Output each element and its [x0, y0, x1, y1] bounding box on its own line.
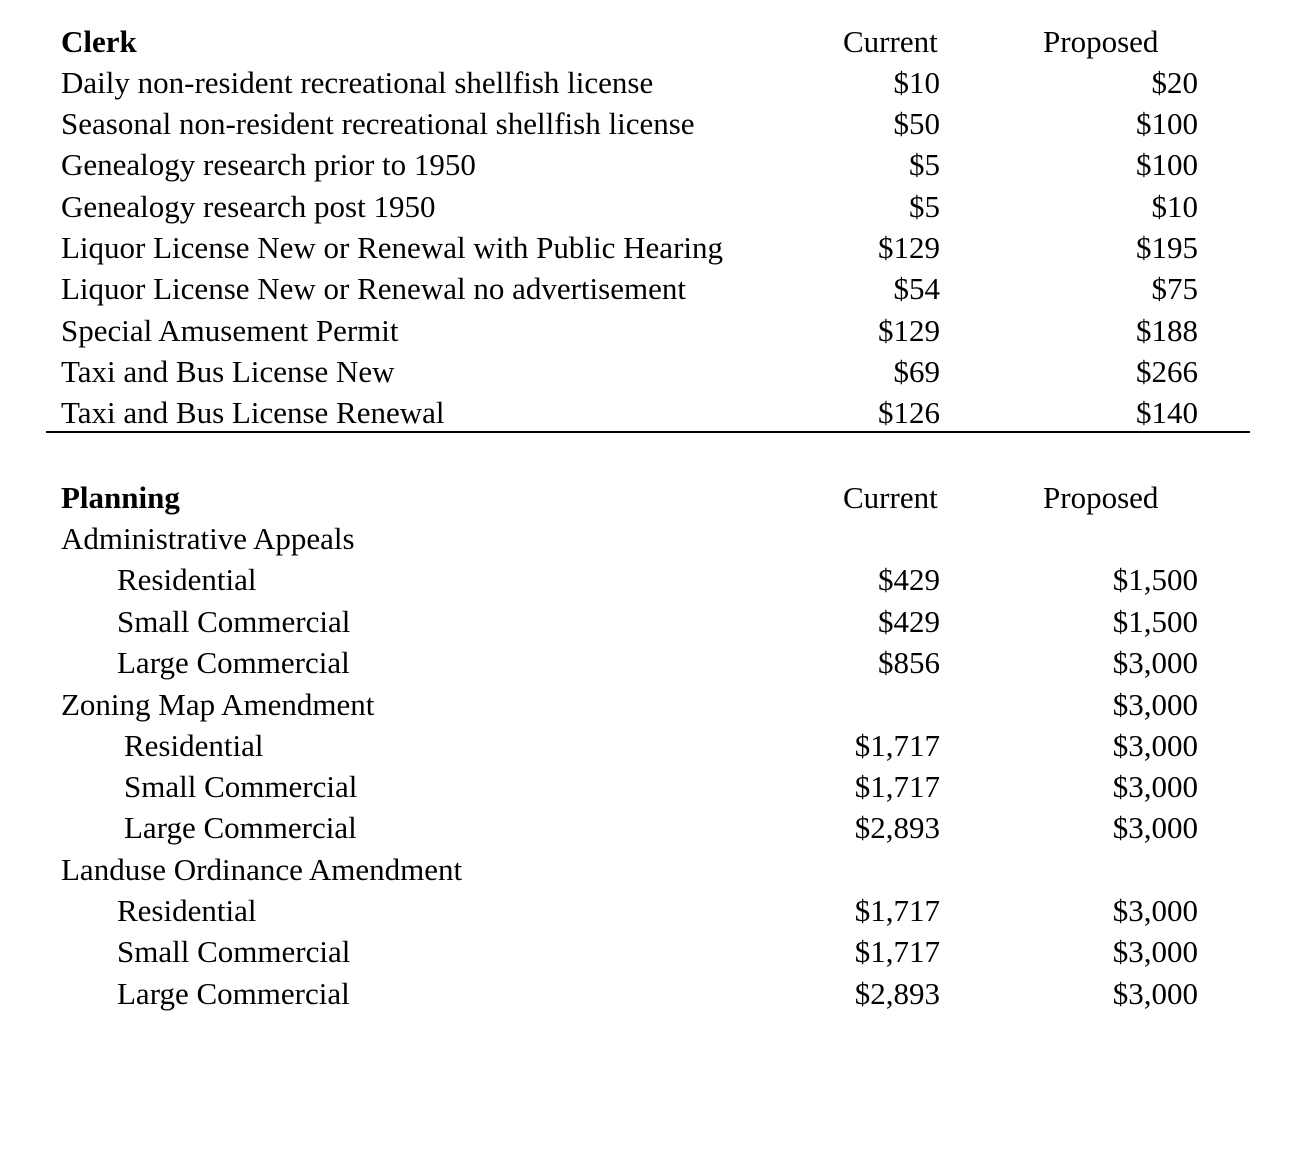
fee-label: Genealogy research prior to 1950 [61, 147, 476, 182]
proposed-fee: $3,000 [1112, 976, 1198, 1011]
fee-label: Genealogy research post 1950 [61, 189, 436, 224]
current-fee: $69 [893, 354, 940, 389]
proposed-fee: $140 [1136, 395, 1198, 430]
current-fee: $1,717 [854, 728, 940, 763]
proposed-fee: $3,000 [1112, 893, 1198, 928]
table-row [0, 268, 1302, 309]
current-fee: $429 [878, 604, 940, 639]
planning-title: Planning [61, 480, 180, 515]
fee-label: Large Commercial [124, 810, 357, 845]
proposed-fee: $3,000 [1112, 728, 1198, 763]
fee-label: Residential [117, 893, 257, 928]
fee-label: Small Commercial [124, 769, 358, 804]
current-fee: $129 [878, 230, 940, 265]
fee-label: Small Commercial [117, 934, 351, 969]
table-row [0, 310, 1302, 351]
table-row [0, 973, 1302, 1014]
current-fee: $1,717 [854, 893, 940, 928]
table-row [0, 766, 1302, 807]
table-row [0, 559, 1302, 600]
fee-label: Residential [124, 728, 264, 763]
clerk-proposed-header: Proposed [1043, 24, 1159, 59]
clerk-title: Clerk [61, 24, 137, 59]
fee-label: Small Commercial [117, 604, 351, 639]
current-fee: $5 [909, 147, 940, 182]
table-row [0, 62, 1302, 103]
table-row [0, 392, 1302, 433]
proposed-fee: $3,000 [1112, 645, 1198, 680]
current-fee: $1,717 [854, 769, 940, 804]
fee-label: Large Commercial [117, 976, 350, 1011]
table-row [0, 642, 1302, 683]
current-fee: $1,717 [854, 934, 940, 969]
section-divider [46, 431, 1250, 433]
clerk-header-row [0, 21, 1302, 62]
proposed-fee: $3,000 [1112, 769, 1198, 804]
proposed-fee: $20 [1151, 65, 1198, 100]
current-fee: $50 [893, 106, 940, 141]
current-fee: $5 [909, 189, 940, 224]
table-row [0, 725, 1302, 766]
group-label: Landuse Ordinance Amendment [61, 852, 463, 887]
fee-label: Taxi and Bus License New [61, 354, 395, 389]
group-label: Administrative Appeals [61, 521, 355, 556]
proposed-fee: $195 [1136, 230, 1198, 265]
current-fee: $126 [878, 395, 940, 430]
table-row [0, 601, 1302, 642]
proposed-fee: $3,000 [1112, 687, 1198, 722]
table-row [0, 227, 1302, 268]
proposed-fee: $100 [1136, 147, 1198, 182]
table-row [0, 103, 1302, 144]
current-fee: $429 [878, 562, 940, 597]
current-fee: $54 [893, 271, 940, 306]
fee-label: Liquor License New or Renewal no advertisement [61, 271, 686, 306]
proposed-fee: $3,000 [1112, 934, 1198, 969]
proposed-fee: $188 [1136, 313, 1198, 348]
current-fee: $856 [878, 645, 940, 680]
proposed-fee: $266 [1136, 354, 1198, 389]
table-row [0, 931, 1302, 972]
fee-label: Daily non-resident recreational shellfish license [61, 65, 654, 100]
table-row [0, 890, 1302, 931]
fee-label: Residential [117, 562, 257, 597]
current-fee: $2,893 [854, 976, 940, 1011]
proposed-fee: $1,500 [1112, 562, 1198, 597]
planning-current-header: Current [843, 480, 938, 515]
proposed-fee: $10 [1151, 189, 1198, 224]
planning-proposed-header: Proposed [1043, 480, 1159, 515]
proposed-fee: $1,500 [1112, 604, 1198, 639]
current-fee: $2,893 [854, 810, 940, 845]
fee-label: Taxi and Bus License Renewal [61, 395, 445, 430]
proposed-fee: $100 [1136, 106, 1198, 141]
current-fee: $10 [893, 65, 940, 100]
group-row [0, 518, 1302, 559]
fee-label: Seasonal non-resident recreational shellfish license [61, 106, 695, 141]
group-label: Zoning Map Amendment [61, 687, 375, 722]
planning-header-row [0, 477, 1302, 518]
table-row [0, 351, 1302, 392]
table-row [0, 144, 1302, 185]
fee-label: Liquor License New or Renewal with Public Hearing [61, 230, 724, 265]
current-fee: $129 [878, 313, 940, 348]
clerk-current-header: Current [843, 24, 938, 59]
proposed-fee: $75 [1151, 271, 1198, 306]
group-row [0, 849, 1302, 890]
fee-label: Special Amusement Permit [61, 313, 399, 348]
fee-label: Large Commercial [117, 645, 350, 680]
proposed-fee: $3,000 [1112, 810, 1198, 845]
group-row [0, 684, 1302, 725]
table-row [0, 807, 1302, 848]
table-row [0, 186, 1302, 227]
